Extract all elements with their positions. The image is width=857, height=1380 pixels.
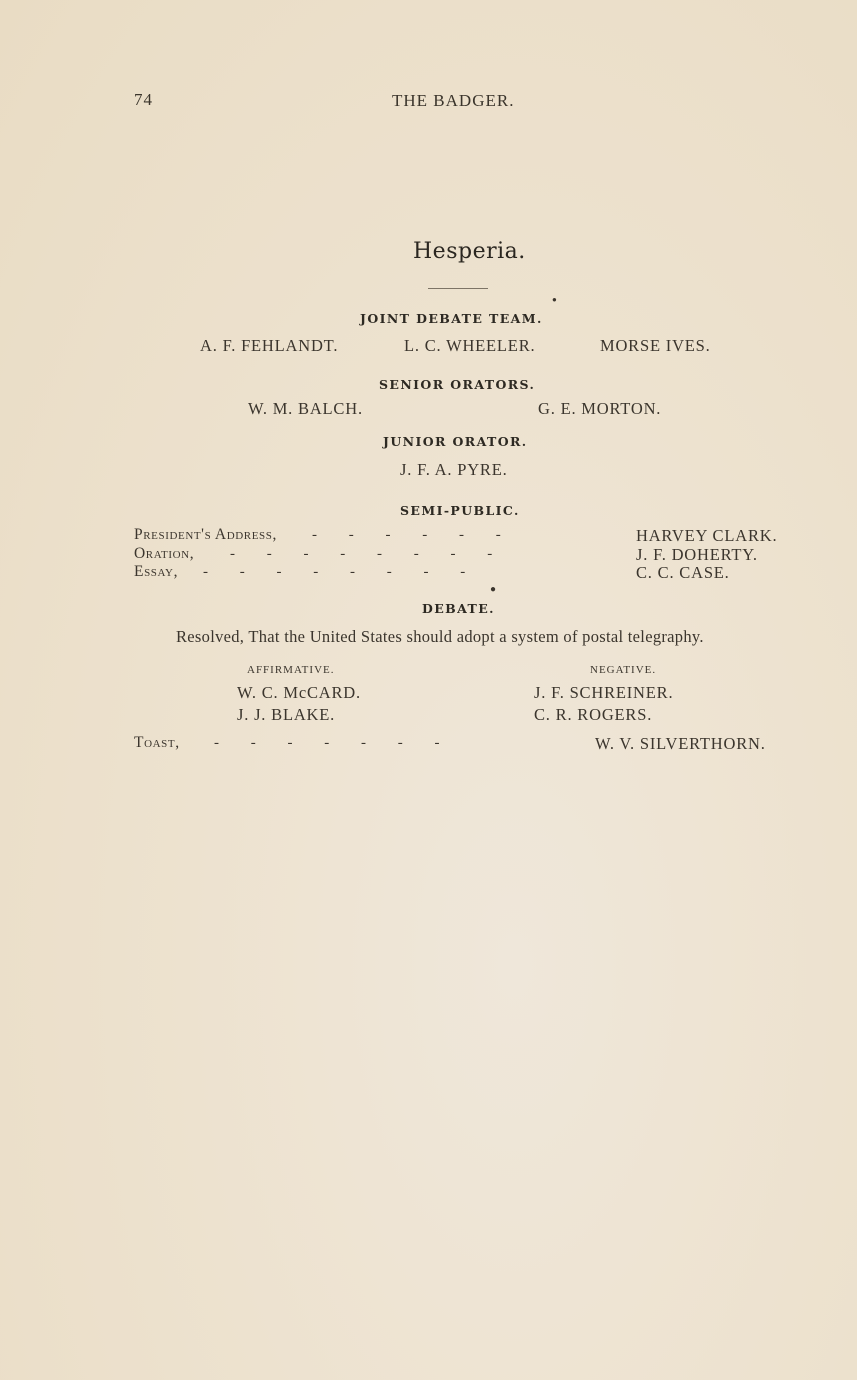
semi-public-label: Oration, [134,545,195,562]
debate-heading: DEBATE. [422,601,495,616]
page-number: 74 [134,90,153,109]
title-rule [428,288,488,289]
junior-orator-heading: JUNIOR ORATOR. [383,434,528,449]
semi-public-label: Essay, [134,563,179,580]
affirmative-heading: AFFIRMATIVE. [247,664,335,676]
semi-public-heading: SEMI-PUBLIC. [400,503,520,518]
joint-debate-member: A. F. FEHLANDT. [200,336,339,355]
leader-dashes: - - - - - - - [214,735,440,751]
joint-debate-member: MORSE IVES. [600,336,711,355]
joint-debate-member: L. C. WHEELER. [404,336,536,355]
semi-public-name: J. F. DOHERTY. [636,545,758,564]
negative-heading: NEGATIVE. [590,664,657,676]
negative-member: C. R. ROGERS. [534,705,653,724]
toast-label: Toast, [134,734,180,751]
joint-debate-heading: JOINT DEBATE TEAM. [360,311,543,326]
senior-orators-heading: SENIOR ORATORS. [379,377,536,392]
affirmative-member: J. J. BLAKE. [237,705,336,724]
debate-resolution: Resolved, That the United States should adopt a system of postal telegraphy. [176,627,704,646]
ornament-dot: ● [552,295,557,304]
toast-name: W. V. SILVERTHORN. [595,734,766,753]
senior-orator: W. M. BALCH. [248,399,363,418]
semi-public-name: C. C. CASE. [636,563,730,582]
semi-public-label: President's Address, [134,526,277,543]
semi-public-name: HARVEY CLARK. [636,526,778,545]
leader-dashes: - - - - - - [312,527,501,543]
page-title: Hesperia. [413,239,526,264]
negative-member: J. F. SCHREINER. [534,683,674,702]
leader-dashes: - - - - - - - - [203,564,466,580]
affirmative-member: W. C. McCARD. [237,683,361,702]
junior-orator: J. F. A. PYRE. [400,460,508,479]
running-title: THE BADGER. [392,91,515,110]
ornament-dot: ● [490,584,497,595]
leader-dashes: - - - - - - - - [230,546,493,562]
senior-orator: G. E. MORTON. [538,399,662,418]
